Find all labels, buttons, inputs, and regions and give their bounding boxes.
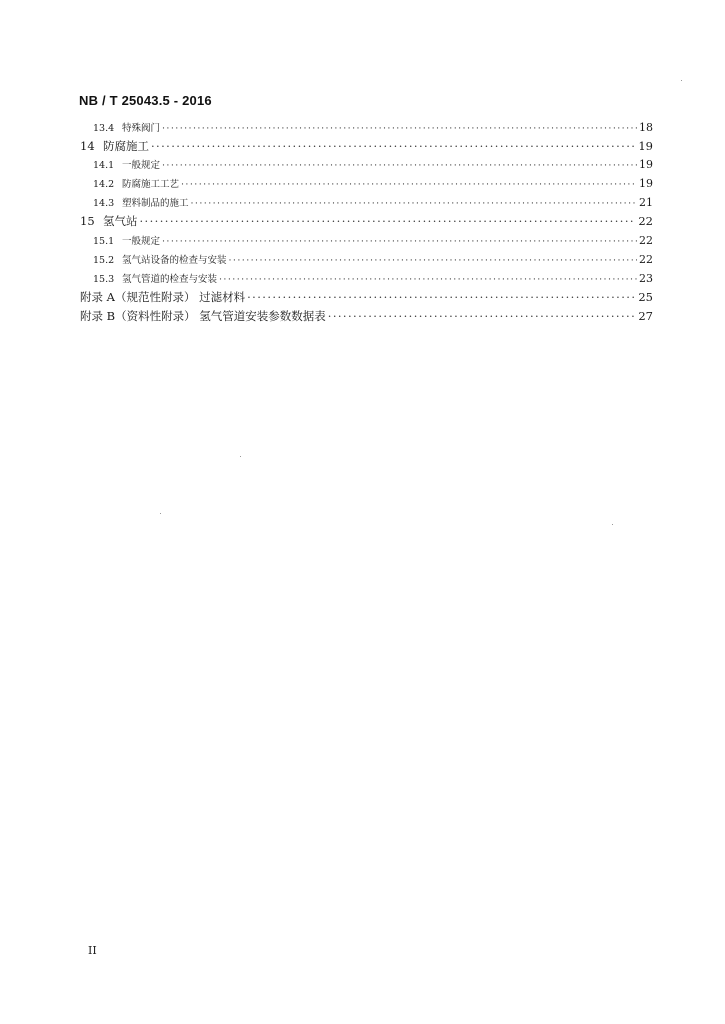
toc-entry[interactable]	[93, 195, 653, 209]
toc-entry-page: 23	[639, 272, 653, 285]
toc-entry-page: 19	[638, 139, 653, 153]
toc-entry-title: 氢气管道的检查与安装	[122, 274, 218, 285]
toc-leader-dots	[162, 236, 637, 247]
toc-entry[interactable]	[93, 271, 653, 285]
toc-entry-number: 15.3	[93, 274, 115, 285]
toc-entry-appendix-a[interactable]	[80, 289, 653, 305]
toc-entry[interactable]	[80, 213, 653, 229]
page-number-footer: II	[88, 944, 97, 957]
toc-entry-page: 18	[639, 121, 653, 134]
toc-entry-number: 15	[80, 214, 95, 228]
toc-entry-title: 附录 B（资料性附录） 氢气管道安装参数数据表	[80, 309, 326, 323]
toc-entry-title: 氢气站设备的检查与安装	[122, 255, 227, 266]
toc-entry[interactable]	[93, 233, 653, 247]
toc-entry[interactable]	[80, 138, 653, 154]
toc-leader-dots	[191, 198, 637, 209]
toc-entry-number: 14	[80, 139, 95, 153]
toc-entry-number: 14.1	[93, 160, 115, 171]
toc-entry-title: 防腐施工工艺	[122, 179, 180, 190]
toc-entry[interactable]	[93, 120, 653, 134]
scan-speck	[160, 513, 161, 514]
toc-leader-dots	[247, 290, 636, 304]
toc-entry[interactable]	[93, 157, 653, 171]
scan-speck	[681, 80, 682, 81]
toc-leader-dots	[219, 274, 637, 285]
toc-entry-number: 14.3	[93, 198, 115, 209]
scan-speck	[240, 456, 241, 457]
toc-leader-dots	[328, 309, 637, 323]
toc-entry-title: 一般规定	[122, 236, 161, 247]
toc-leader-dots	[229, 255, 637, 266]
toc-entry-title: 防腐施工	[103, 139, 149, 153]
toc-entry-number: 13.4	[93, 123, 115, 134]
toc-leader-dots	[181, 179, 637, 190]
toc-leader-dots	[162, 123, 637, 134]
toc-entry-number: 15.1	[93, 236, 115, 247]
toc-entry-page: 19	[639, 158, 653, 171]
toc-entry-number: 14.2	[93, 179, 115, 190]
toc-entry[interactable]	[93, 252, 653, 266]
toc-entry-page: 21	[639, 196, 653, 209]
toc-entry-number: 15.2	[93, 255, 115, 266]
standard-number-header: NB / T 25043.5 - 2016	[79, 93, 212, 108]
toc-entry-title: 塑料制品的施工	[122, 198, 189, 209]
toc-entry-page: 27	[638, 309, 653, 323]
toc-entry-page: 22	[638, 214, 653, 228]
toc-leader-dots	[162, 160, 637, 171]
toc-entry-page: 19	[639, 177, 653, 190]
toc-entry-page: 22	[639, 253, 653, 266]
toc-entry[interactable]	[93, 176, 653, 190]
toc-entry-title: 附录 A（规范性附录） 过滤材料	[80, 290, 246, 304]
toc-entry-page: 25	[638, 290, 653, 304]
toc-entry-title: 特殊阀门	[122, 123, 161, 134]
scan-speck	[612, 524, 613, 525]
toc-entry-title: 氢气站	[103, 214, 138, 228]
toc-entry-title: 一般规定	[122, 160, 161, 171]
toc-entry-page: 22	[639, 234, 653, 247]
toc-leader-dots	[151, 139, 636, 153]
toc-entry-appendix-b[interactable]	[80, 308, 653, 324]
toc-leader-dots	[140, 214, 637, 228]
